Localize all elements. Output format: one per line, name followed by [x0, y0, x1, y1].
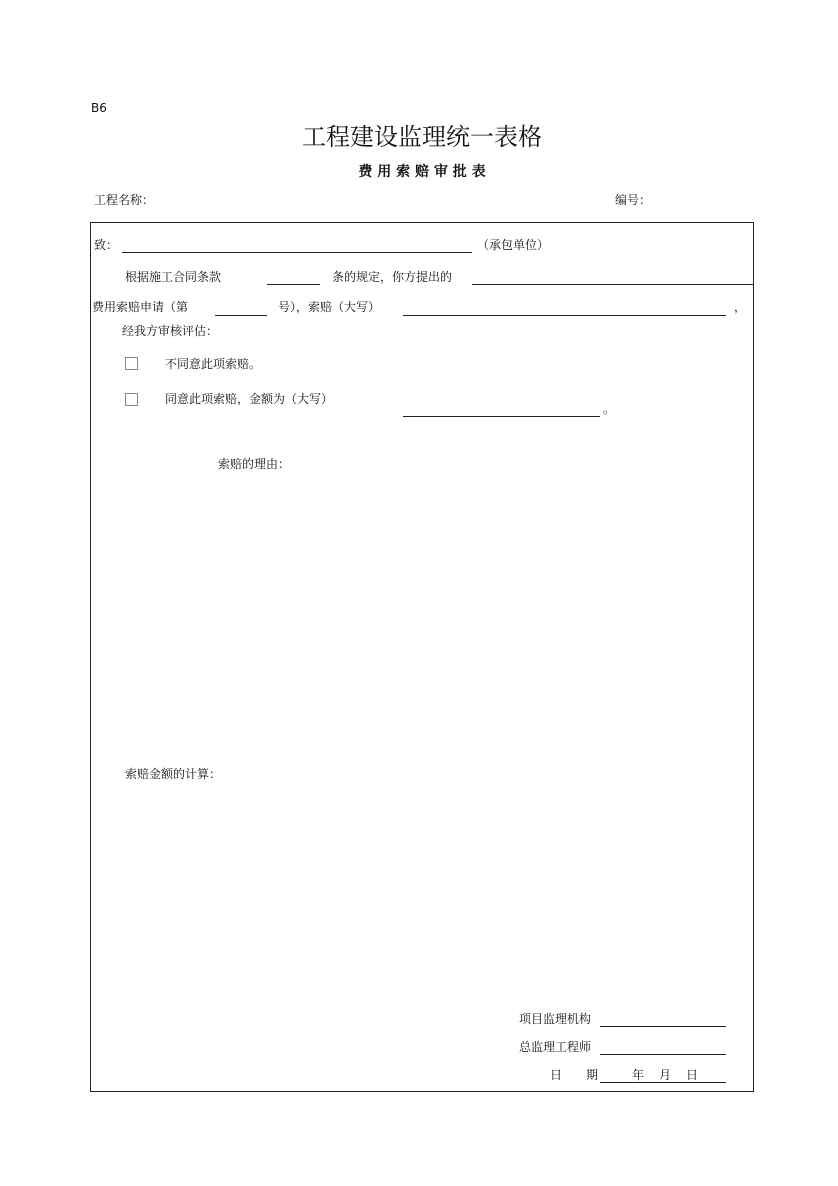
form-code: B6 — [91, 101, 107, 115]
agree-period: 。 — [603, 402, 616, 416]
chief-engineer-label: 总监理工程师 — [519, 1040, 592, 1054]
contractor-suffix: （承包单位） — [477, 238, 550, 252]
date-month: 月 — [659, 1068, 672, 1082]
number-label: 编号： — [615, 193, 652, 207]
page-title: 工程建设监理统一表格 — [302, 123, 542, 151]
chief-engineer-line[interactable] — [600, 1054, 726, 1055]
project-name-label: 工程名称： — [94, 193, 155, 207]
claim-application-prefix: 费用索赔申请（第 — [92, 300, 189, 314]
disagree-option-label: 不同意此项索赔。 — [165, 357, 262, 371]
date-year: 年 — [632, 1068, 645, 1082]
review-text: 经我方审核评估： — [122, 324, 219, 338]
form-subtitle: 费 用 索 赔 审 批 表 — [358, 164, 486, 180]
claim-source-line[interactable] — [472, 284, 754, 285]
supervision-org-line[interactable] — [600, 1026, 726, 1027]
application-number-line[interactable] — [215, 315, 267, 316]
date-label: 日 期 — [550, 1068, 599, 1082]
to-label: 致： — [94, 238, 119, 252]
date-line[interactable] — [600, 1082, 726, 1083]
disagree-checkbox[interactable] — [125, 357, 138, 370]
claim-application-mid: 号），索赔（大写） — [278, 300, 381, 314]
line3-comma: ， — [734, 300, 747, 314]
agree-checkbox[interactable] — [125, 393, 138, 406]
approved-amount-line[interactable] — [403, 416, 600, 417]
date-day: 日 — [686, 1068, 699, 1082]
claim-calculation-label: 索赔金额的计算： — [125, 767, 222, 781]
contract-clause-prefix: 根据施工合同条款 — [125, 270, 222, 284]
clause-number-line[interactable] — [267, 284, 320, 285]
contract-clause-mid: 条的规定，你方提出的 — [332, 270, 453, 284]
claim-amount-line[interactable] — [403, 315, 726, 316]
form-box — [90, 222, 754, 1092]
claim-reason-label: 索赔的理由： — [218, 457, 291, 471]
supervision-org-label: 项目监理机构 — [519, 1012, 592, 1026]
contractor-input-line[interactable] — [122, 252, 472, 253]
agree-option-label: 同意此项索赔，金额为（大写） — [165, 392, 334, 406]
